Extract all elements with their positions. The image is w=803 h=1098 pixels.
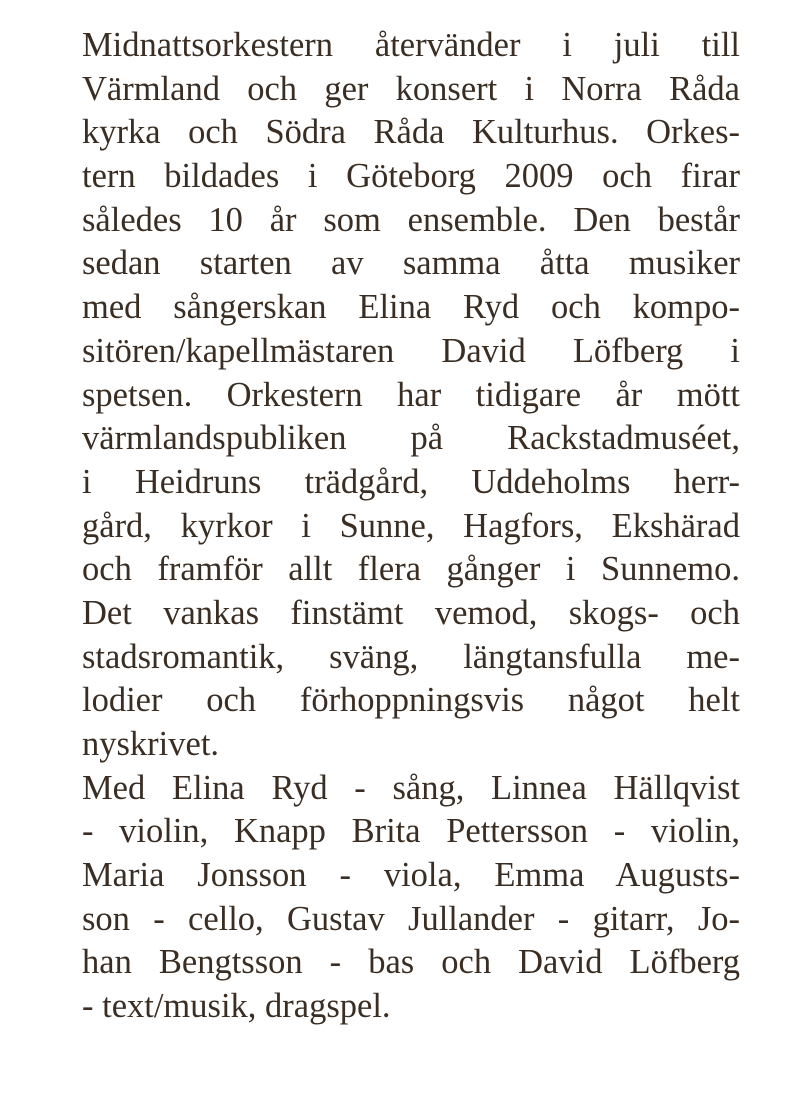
article-body — [82, 24, 740, 1029]
text-line: tern bildades i Göteborg 2009 och firar — [82, 157, 740, 196]
text-line: Midnattsorkestern återvänder i juli till — [82, 26, 740, 64]
text-line: Det vankas finstämt vemod, skogs- och — [82, 593, 740, 632]
text-line: i Heidruns trädgård, Uddeholms herr- — [82, 462, 740, 501]
text-line: med sångerskan Elina Ryd och kompo- — [82, 288, 740, 327]
text-line: Värmland och ger konsert i Norra Råda — [82, 69, 740, 108]
text-line: - violin, Knapp Brita Pettersson - violin, — [82, 812, 740, 851]
text-line: - text/musik, dragspel. — [82, 987, 391, 1026]
text-line: han Bengtsson - bas och David Löfberg — [82, 943, 740, 982]
text-line: stadsromantik, sväng, längtansfulla me- — [82, 637, 740, 676]
text-line: kyrka och Södra Råda Kulturhus. Orkes- — [82, 113, 740, 152]
text-line: och framför allt flera gånger i Sunnemo. — [82, 550, 740, 589]
text-line: Med Elina Ryd - sång, Linnea Hällqvist — [82, 768, 740, 807]
text-line: sedan starten av samma åtta musiker — [82, 244, 740, 283]
text-line: lodier och förhoppningsvis något helt — [82, 681, 740, 720]
paragraph-musicians — [82, 767, 740, 1029]
paragraph-concert-info — [82, 24, 740, 767]
text-line: spetsen. Orkestern har tidigare år mött — [82, 375, 740, 414]
text-line: nyskrivet. — [82, 725, 220, 763]
text-line: gård, kyrkor i Sunne, Hagfors, Ekshärad — [82, 506, 740, 545]
text-line: således 10 år som ensemble. Den består — [82, 200, 740, 239]
text-line: Maria Jonsson - viola, Emma Augusts- — [82, 856, 740, 895]
text-line: värmlandspubliken på Rackstadmuséet, — [82, 419, 740, 458]
text-line: sitören/kapellmästaren David Löfberg i — [82, 331, 740, 370]
text-line: son - cello, Gustav Jullander - gitarr, Jo- — [82, 899, 740, 938]
